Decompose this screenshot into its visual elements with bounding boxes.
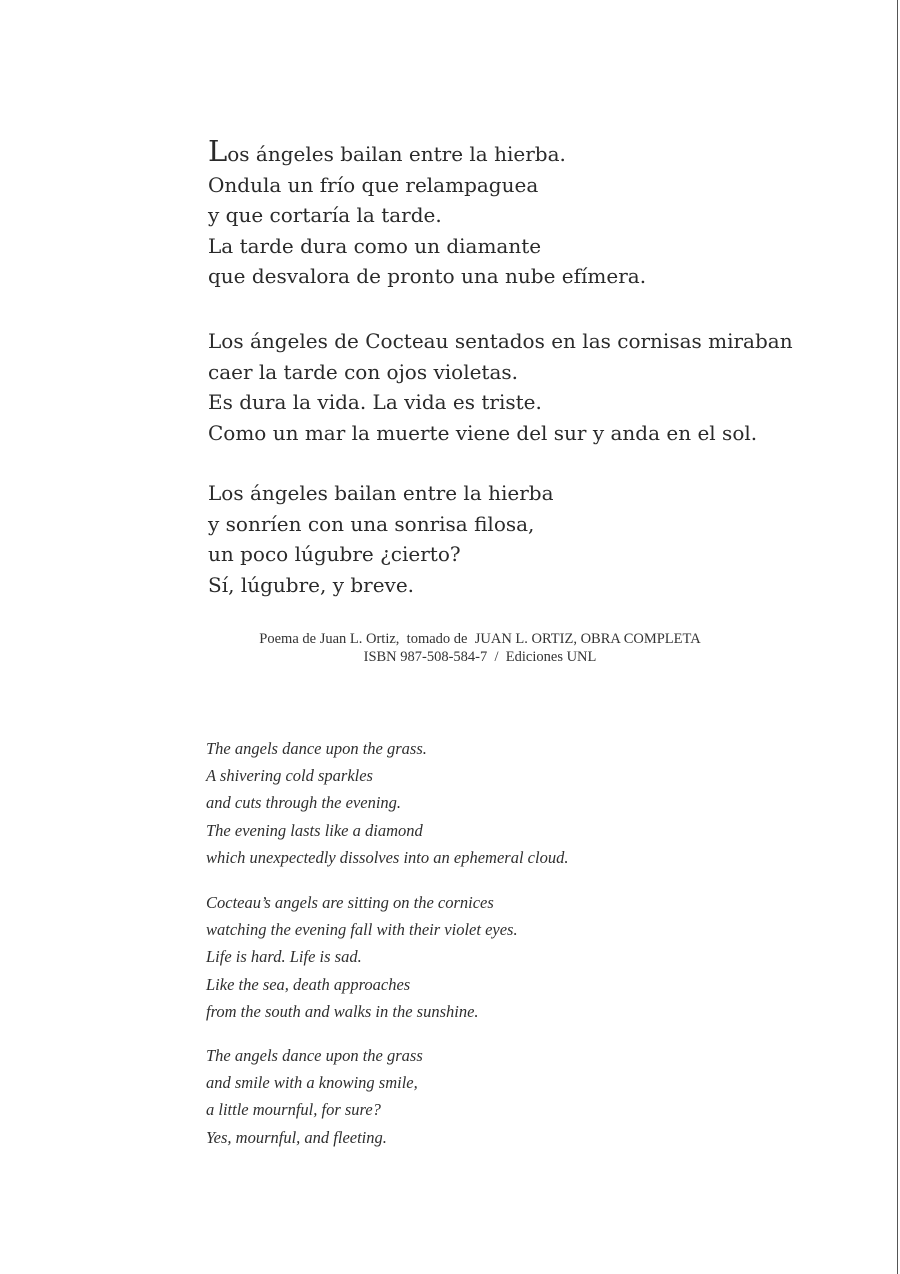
spanish-stanza-2 (208, 326, 793, 448)
poem-line: Sí, lúgubre, y breve. (208, 572, 415, 597)
spanish-stanza-1 (208, 134, 647, 292)
translation-line: The angels dance upon the grass. (206, 739, 427, 758)
poem-line: que desvalora de pronto una nube efímera. (208, 264, 647, 288)
poem-line-text: os ángeles bailan entre la hierba. (227, 142, 566, 166)
translation-line: The angels dance upon the grass (206, 1046, 423, 1065)
poem-line: Los ángeles bailan entre la hierba (208, 481, 554, 505)
translation-line: from the south and walks in the sunshine. (206, 1001, 479, 1021)
translation-line: Like the sea, death approaches (206, 974, 411, 994)
initial-capital: L (208, 134, 228, 168)
poem-line: Es dura la vida. La vida es triste. (208, 390, 542, 414)
spanish-stanza-3 (208, 478, 554, 600)
credit-line-author: Poema de Juan L. Ortiz, tomado de JUAN L. ORTIZ, OBRA COMPLETA (259, 631, 701, 647)
translation-line: a little mournful, for sure? (206, 1100, 381, 1120)
translation-line: watching the evening fall with their violet eyes. (206, 920, 518, 940)
poem-line: Los ángeles de Cocteau sentados en las cornisas miraban (208, 329, 793, 353)
poem-credit (200, 630, 760, 666)
poem-line: caer la tarde con ojos violetas. (208, 359, 519, 384)
translation-line: which unexpectedly dissolves into an ephemeral cloud. (206, 847, 569, 867)
translation-line: and smile with a knowing smile, (206, 1073, 418, 1093)
poem-line: y sonríen con una sonrisa filosa, (208, 511, 535, 536)
translation-line: Cocteau’s angels are sitting on the cornices (206, 893, 494, 912)
poem-line: Ondula un frío que relampaguea (208, 172, 539, 197)
poem-line: Como un mar la muerte viene del sur y anda en el sol. (208, 420, 758, 445)
translation-line: Life is hard. Life is sad. (206, 947, 362, 967)
credit-line-isbn: ISBN 987-508-584-7 / Ediciones UNL (363, 649, 597, 665)
poem-line: un poco lúgubre ¿cierto? (208, 542, 461, 566)
english-stanza-2 (206, 889, 518, 1025)
translation-line: and cuts through the evening. (206, 793, 402, 813)
english-stanza-3 (206, 1042, 423, 1151)
english-stanza-1 (206, 735, 568, 871)
poem-line: La tarde dura como un diamante (208, 233, 542, 258)
poem-line: y que cortaría la tarde. (208, 203, 442, 227)
translation-line: Yes, mournful, and fleeting. (206, 1127, 387, 1147)
poem-line (208, 134, 646, 170)
translation-line: A shivering cold sparkles (206, 766, 373, 786)
translation-line: The evening lasts like a diamond (206, 820, 423, 840)
